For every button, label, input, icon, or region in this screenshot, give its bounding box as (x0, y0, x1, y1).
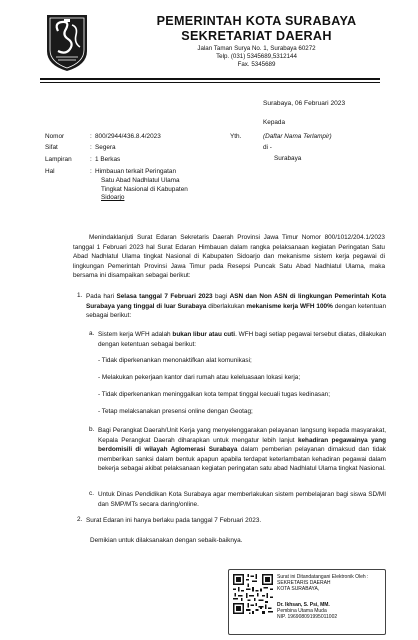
text-run: Sistem kerja WFH adalah (98, 331, 173, 338)
sub-item-a-text (98, 330, 386, 349)
hal-colon: : (90, 168, 92, 175)
letterhead-government-name: PEMERINTAH KOTA SURABAYA (156, 14, 357, 28)
signature-position: SEKRETARIS DAERAH (277, 580, 331, 586)
sifat-label: Sifat (45, 144, 58, 151)
text-run: Bagi Perangkat Daerah/Unit Kerja yang menyelenggarakan pelayanan langsung kepada masyarakat, Kepala Perangkat Daerah diharapkan untuk mengatur lebih lanjut (98, 427, 386, 444)
lampiran-value: 1 Berkas (95, 156, 121, 163)
bold-run: Selasa tanggal 7 Februari 2023 (116, 293, 213, 300)
item-2-text: Surat Edaran ini hanya berlaku pada tanggal 7 Februari 2023. (86, 517, 262, 524)
hal-subject-line: Satu Abad Nadhlatul Ulama (101, 176, 180, 184)
signatory-nip: NIP. 196908091995011002 (277, 614, 338, 620)
recipient-kepada: Kepada (263, 119, 286, 126)
sub-item-c-text: Untuk Dinas Pendidikan Kota Surabaya agar memberlakukan sistem pembelajaran bagi siswa SD/MI dan SMP/MTs secara daring/online. (98, 491, 386, 508)
text-run: diberlakukan (206, 302, 247, 310)
item-number: 2. (77, 516, 83, 523)
letterhead-fax: Fax. 5345689 (237, 61, 276, 68)
text-run: . WFH bagi setiap pegawai tersebut diatas, dilakukan dengan ketentuan sebagai berikut: (98, 331, 386, 348)
text-run: Pada hari (86, 293, 117, 300)
bold-run: mekanisme kerja WFH 100% (246, 302, 333, 310)
letterhead-address: Jalan Taman Surya No. 1, Surabaya 60272 (197, 45, 316, 52)
item-number: 1. (77, 292, 83, 299)
letter-date: Surabaya, 06 Februari 2023 (263, 100, 346, 107)
recipient-name: (Daftar Nama Terlampir) (263, 133, 332, 140)
letterhead-divider-thin (40, 82, 380, 83)
item-1-text (86, 292, 386, 321)
lampiran-label: Lampiran (45, 156, 72, 163)
letterhead-phone: Telp. (031) 5345689,5312144 (216, 53, 297, 60)
bold-run: bukan libur atau cuti (172, 331, 236, 338)
signature-caption: Surat ini Ditandatangani Elektronik Oleh : (277, 574, 369, 580)
lampiran-colon: : (90, 156, 92, 163)
signature-office: KOTA SURABAYA, (277, 586, 320, 592)
recipient-di: di - (263, 144, 272, 151)
sub-item-letter: a. (89, 330, 95, 337)
text-run: bagi (212, 293, 230, 300)
bold-run: kehadiran pegawainya yang berdomisili di wilayah Aglomerasi Surabaya (98, 436, 386, 454)
intro-paragraph: Menindaklanjuti Surat Edaran Sekretaris Daerah Provinsi Jawa Timur Nomor 800/1012/204.1/2023 tanggal 1 Februari 2023 hal Surat Edaran Himbauan dalam rangka pelaksanaan kegiatan Peringatan Satu Abad Nadhlatul Ulama tingkat Nasional di Kabupaten Sidoarjo dan mekanisme sistem kerja pegawai di lingkungan Pemerintah Provinsi Jawa Timur pada Resepsi Puncak Satu Abad Nadhlatul Ulama, maka bersama ini disampaikan sebagai berikut: (73, 234, 385, 280)
letterhead-office-name: SEKRETARIAT DAERAH (181, 29, 332, 43)
nomor-label: Nomor (45, 133, 65, 140)
sifat-value: Segera (95, 144, 116, 151)
hal-subject-line: Tingkat Nasional di Kabupaten (101, 185, 188, 193)
rule-list-item: - Tetap melaksanakan presensi online dengan Geotag; (98, 408, 253, 415)
signatory-name: Dr. Ikhsan, S. Psi, MM. (277, 602, 330, 608)
hal-label: Hal (45, 168, 55, 175)
nomor-colon: : (90, 133, 92, 140)
letterhead-divider-thick (40, 78, 380, 80)
sub-item-letter: b. (89, 426, 95, 433)
recipient-city: Surabaya (274, 155, 302, 162)
qr-code-icon (233, 574, 273, 614)
hal-subject-line: Sidoarjo (101, 194, 125, 202)
closing-sentence: Demikian untuk dilaksanakan dengan sebaik-baiknya. (90, 537, 243, 544)
sifat-colon: : (90, 144, 92, 151)
sub-item-b-text (98, 426, 386, 474)
text-run: dengan ketentuan sebagai berikut: (86, 302, 387, 320)
rule-list-item: - Tidak diperkenankan meninggalkan kota tempat tinggal kecuali tugas kedinasan; (98, 391, 330, 398)
text-run: dalam pemberian pelayanan dimaksud dan tidak memberikan sanksi dalam bentuk apapun apabila terdapat keterlambatan kehadiran pegawai dalam bekerja sebagai akibat pelaksanaan kegiatan peringatan satu abad Nadhlatul Ulama tingkat Nasional. (98, 446, 386, 473)
nomor-value: 800/2944/436.8.4/2023 (95, 133, 161, 140)
bold-run: ASN dan Non ASN di lingkungan Pemerintah Kota Surabaya yang tinggal di luar Surabaya (86, 293, 387, 310)
rule-list-item: - Tidak diperkenankan menonaktifkan alat komunikasi; (98, 357, 252, 364)
hal-subject-line: Himbauan terkait Peringatan (95, 168, 176, 175)
signatory-rank: Pembina Utama Muda (277, 608, 327, 614)
yth-label: Yth. (230, 133, 242, 140)
sub-item-letter: c. (89, 490, 94, 497)
rule-list-item: - Melakukan pekerjaan kantor dari rumah atau keleluasaan lokasi kerja; (98, 374, 301, 381)
hal-subject (95, 168, 235, 203)
